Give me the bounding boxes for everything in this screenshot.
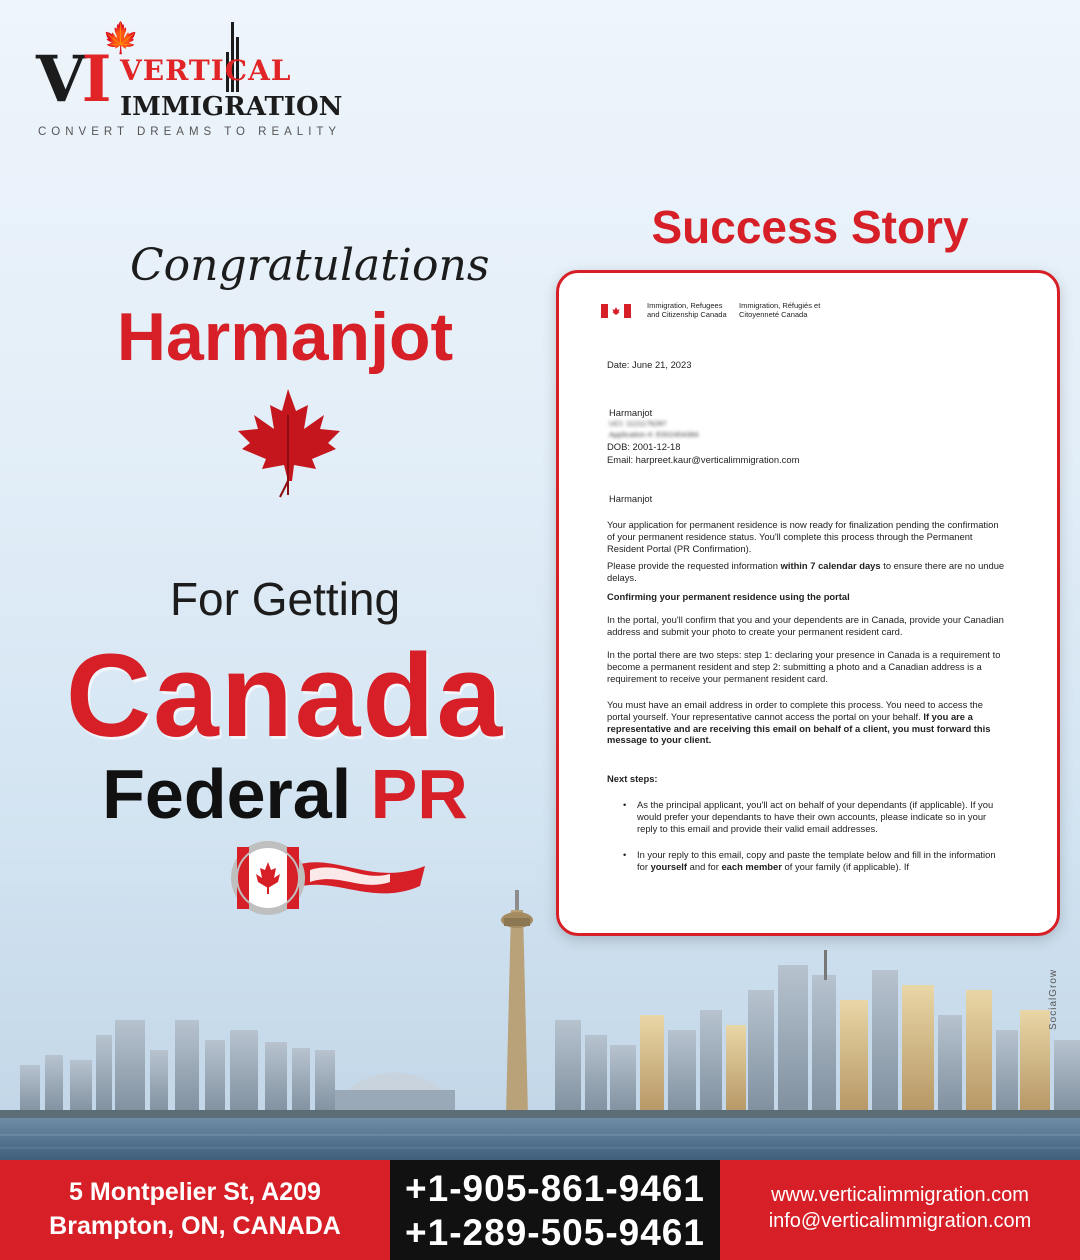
letter-greeting: Harmanjot (609, 493, 653, 504)
letter-dob: DOB: 2001-12-18 (607, 441, 681, 452)
watermark: SocialGrow (1048, 968, 1059, 1030)
letter-paragraph: Please provide the requested information within 7 calendar days to ensure there are no undue delays. (607, 560, 1005, 583)
logo-tagline: CONVERT DREAMS TO REALITY (38, 126, 342, 138)
letter-date: Date: June 21, 2023 (607, 359, 692, 370)
letter-recipient: Harmanjot (609, 407, 653, 418)
program-heading (60, 754, 510, 834)
letter-bullet: As the principal applicant, you'll act on behalf of your dependants (if applicable). If you would prefer your dependants to have their own accounts, please indicate so in your reply to this email and provide their valid email addresses. (637, 799, 994, 834)
for-getting-text: For Getting (169, 573, 401, 625)
website-link[interactable]: www.verticalimmigration.com (771, 1184, 1029, 1206)
phone-number-1[interactable]: +1-905-861-9461 (405, 1168, 705, 1209)
letter-application-number: Application #: E002454384 (609, 430, 699, 439)
brand-logo (36, 20, 366, 145)
footer (0, 1160, 1080, 1260)
letter-uci: UCI: 1121176287 (609, 419, 667, 428)
maple-leaf-icon: 🍁 (102, 22, 140, 55)
phone-number-2[interactable]: +1-289-505-9461 (405, 1212, 705, 1253)
program-pr: PR (370, 755, 468, 833)
logo-mark: VI (36, 42, 108, 117)
letter-email: Email: harpreet.kaur@verticalimmigration.com (607, 454, 800, 465)
dept-name-fr: Immigration, Réfugiés et Citoyenneté Canada (739, 301, 821, 319)
maple-leaf-icon (228, 385, 348, 500)
letter-bullet: In your reply to this email, copy and paste the template below and fill in the information for yourself and for each member of your family (if applicable). If (637, 849, 996, 872)
email-link[interactable]: info@verticalimmigration.com (768, 1210, 1032, 1232)
bullet-icon: • (623, 849, 627, 860)
dept-name-en: Immigration, Refugees and Citizenship Canada (647, 301, 727, 319)
footer-phone-block (390, 1160, 720, 1260)
toronto-skyline-image (0, 890, 1080, 1160)
letter-subheading: Next steps: (607, 773, 658, 784)
success-story-title: Success Story (651, 201, 969, 253)
pr-letter (577, 301, 1005, 872)
letter-paragraph: In the portal, you'll confirm that you and your dependents are in Canada, provide your Canadian address and submit your photo to create your permanent resident card. (607, 614, 1004, 637)
pr-letter-card (556, 270, 1060, 936)
letter-paragraph: You must have an email address in order to complete this process. You need to access the portal yourself. Your representative cannot access the portal on your behalf. If you are a representative and are receiving this email on behalf of a client, you must forward this message to your client. (607, 699, 991, 746)
client-name: Harmanjot (116, 299, 454, 375)
bullet-icon: • (623, 799, 627, 810)
footer-address-block (0, 1160, 390, 1260)
address-line-2: Brampton, ON, CANADA (49, 1212, 341, 1240)
letter-subheading: Confirming your permanent residence using the portal (607, 591, 850, 602)
letter-paragraph: Your application for permanent residence is now ready for finalization pending the confirmation of your permanent residence status. You'll complete this process through the Permanent Resident Portal (PR Confirmation). (607, 519, 999, 554)
program-federal: Federal (102, 755, 352, 833)
logo-word-vertical: VERTICAL (120, 54, 292, 87)
country-heading: Canada (65, 630, 505, 762)
logo-word-immigration: IMMIGRATION (120, 92, 343, 122)
address-line-1: 5 Montpelier St, A209 (69, 1178, 321, 1206)
letter-paragraph: In the portal there are two steps: step 1: declaring your presence in Canada is a requirement to become a permanent resident and step 2: submitting a photo and a Canadian address is a requirement to receive your permanent resident card. (607, 649, 1001, 684)
congratulations-heading: Congratulations (130, 240, 490, 291)
letter-header (577, 301, 987, 321)
canada-flag-icon (601, 304, 631, 318)
footer-contact-block (720, 1160, 1080, 1260)
